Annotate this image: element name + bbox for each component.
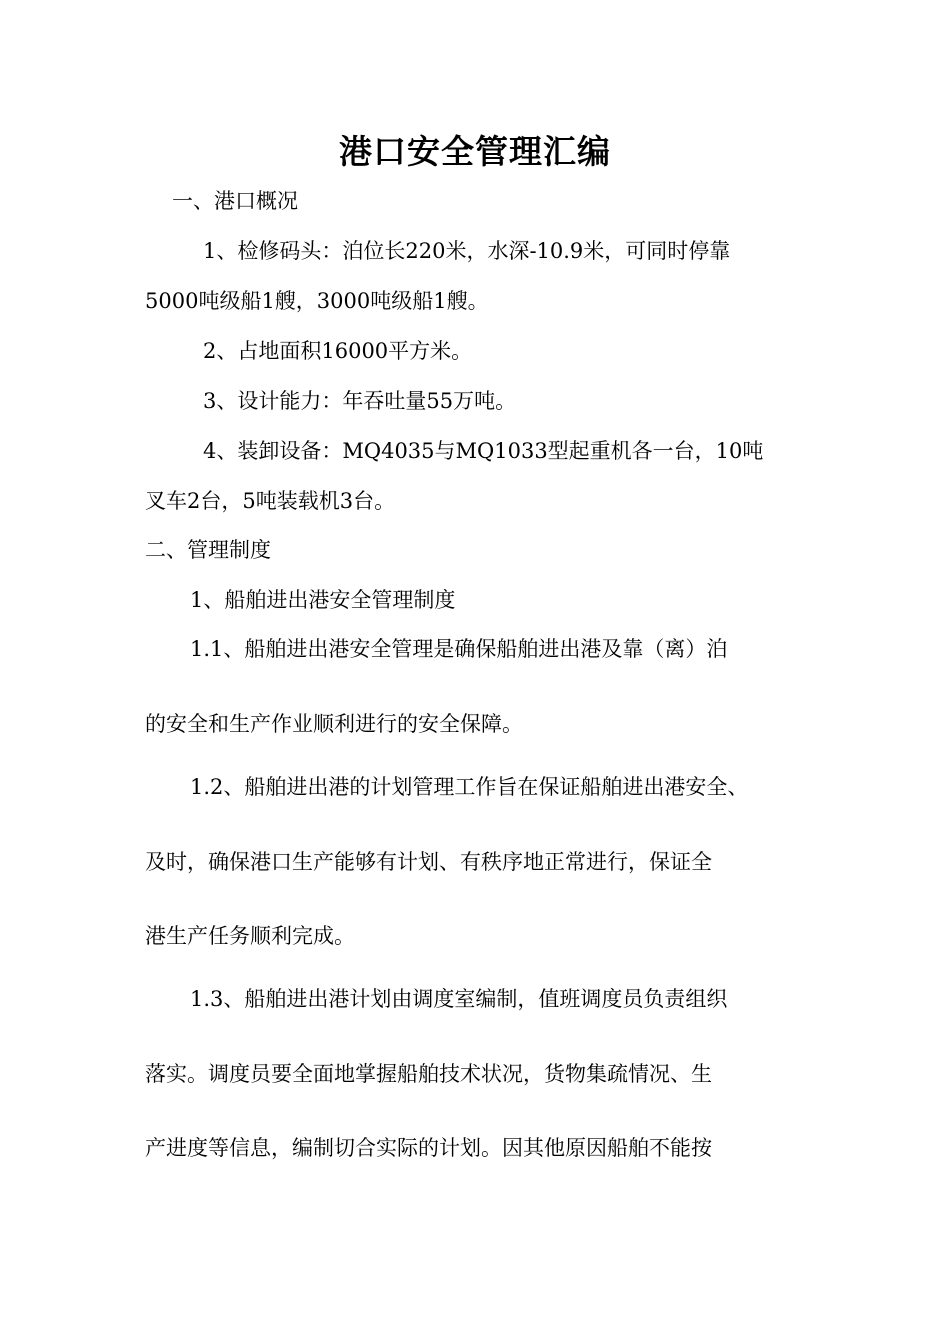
paragraph-line: 2、占地面积16000平方米。 (203, 339, 473, 363)
subsection-heading: 1、船舶进出港安全管理制度 (190, 588, 456, 612)
paragraph-line: 1.2、船舶进出港的计划管理工作旨在保证船舶进出港安全、 (190, 775, 749, 799)
paragraph-line: 1.1、船舶进出港安全管理是确保船舶进出港及靠（离）泊 (190, 637, 728, 661)
paragraph-line: 港生产任务顺利完成。 (145, 924, 355, 948)
paragraph-line: 3、设计能力：年吞吐量55万吨。 (203, 389, 517, 413)
paragraph-line: 1.3、船舶进出港计划由调度室编制，值班调度员负责组织 (190, 987, 728, 1011)
paragraph-line: 的安全和生产作业顺利进行的安全保障。 (145, 712, 523, 736)
paragraph-line: 4、装卸设备：MQ4035与MQ1033型起重机各一台，10吨 (203, 439, 764, 463)
paragraph-line: 1、检修码头：泊位长220米，水深-10.9米，可同时停靠 (203, 239, 731, 263)
paragraph-line: 叉车2台，5吨装载机3台。 (145, 489, 396, 513)
paragraph-line: 及时，确保港口生产能够有计划、有秩序地正常进行，保证全 (145, 850, 712, 874)
paragraph-line: 落实。调度员要全面地掌握船舶技术状况，货物集疏情况、生 (145, 1062, 712, 1086)
document-title: 港口安全管理汇编 (339, 132, 611, 171)
paragraph-line: 产进度等信息，编制切合实际的计划。因其他原因船舶不能按 (145, 1136, 712, 1160)
paragraph-line: 5000吨级船1艘，3000吨级船1艘。 (145, 289, 489, 313)
section-heading-management-system: 二、管理制度 (145, 538, 271, 562)
section-heading-port-overview: 一、港口概况 (172, 189, 298, 213)
